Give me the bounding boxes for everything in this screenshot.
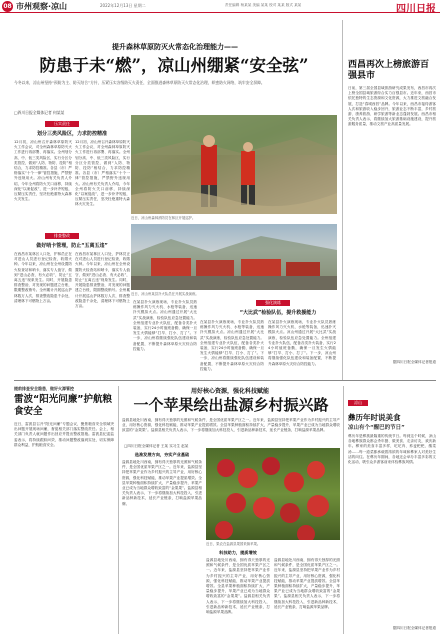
side-headline	[348, 60, 436, 82]
column-divider	[342, 20, 343, 380]
bottom-byline: □四川日报全媒体记者 王某 实习生 赵某	[124, 444, 189, 448]
lower-left-kicker: 提前排查安全隐患，做好火源管控	[14, 386, 74, 391]
second-photo-caption: 近日，凉山州某县扑火队员在开展实战演练。	[131, 292, 199, 296]
lower-left-headline-text: 雷波“阳光问廉”护航粮食安全	[14, 394, 112, 417]
main-photo-illustration	[131, 115, 337, 214]
bottom-text-col2: 盐源县地处川西南，拥有得天独厚的光照和气候条件，是全国优质苹果产区之一。近年来，盐源县坚持把苹果产业作为乡村振兴的主导产业，用好核心资源，强化科技赋能，推动苹果产业提质增效。全县苹果种植面积持续扩大，产量稳步提升，苹果产业已成为当地群众增收致富的“金果果”。盐源县相关负责人表示，下一步将继续加大科技投入，引进新品种新技术，延长产业链条，打响盐源苹果品牌。	[206, 558, 270, 615]
page-header	[0, 0, 440, 13]
section-name: 市州观察·凉山	[16, 2, 68, 11]
main-photo-caption: 近日，凉山州森林消防员在林区开展巡护。	[131, 216, 196, 220]
bottom-kicker: 用好核心资源，强化科技赋能	[190, 388, 269, 395]
lower-divider-2	[343, 386, 344, 634]
bottom-sub2: 科技助力，提质增效	[219, 550, 257, 555]
edit-info: 责任编辑 杨某某 美编 某某 校对 某某 版式 某某	[225, 3, 302, 7]
middle-divider	[14, 380, 436, 381]
section3-text-a: 在某县扑火演练现场，专业扑火队员熟练操作风力灭火机、水枪等装备，迅速扑灭模拟火点。凉山州通过开展“大比武”实战演练，检验队伍应急处置能力。全州组建专业扑火队伍，配备各类扑火装备，实行24小时值班备勤，确保一旦发生火情能够“打早、打小、打了”。下一步，凉山州将继续强化队伍建设和装备配置，不断提升森林草原火灾综合防控能力。	[133, 300, 197, 351]
column-byline: 据四川日报全媒体记者报道	[392, 626, 436, 630]
bottom-lead: 盐源县地处川西南，拥有得天独厚的光照和气候条件，是全国优质苹果产区之一。近年来，盐源县坚持把苹果产业作为乡村振兴的主导产业，用好核心资源，强化科技赋能，推动苹果产业提质增效。全县苹果种植面积持续扩大，产量稳步提升，苹果产业已成为当地群众增收致富的“金果果”。盐源县相关负责人表示，下一步将继续加大科技投入，引进新品种新技术，延长产业链条，打响盐源苹果品牌。	[122, 418, 340, 433]
section1-text-continued: 12月初，凉山州召开森林草原防灭火工作会议，对全州森林草原防灭火工作进行再部署、再落实。全州划分高、中、低三类风险区，实行分区分类管控，做到“人防、物防、技防”相结合，力求防控精准。各县（市）严格落实“十个一律”管控措施，严禁野外违规用火。凉山州有关负责人介绍，今年全州将防火关口前移，持续深化“以案促改”，进一步补齐短板，压紧压实责任，坚决杜绝重特大森林火灾发生。	[75, 140, 130, 207]
section2-text-continued: 在西昌市某林区入口处，护林员正在对进山人员进行登记检查，收缴火种。今年以来，凉山州在全州设置防火检查站和哨卡，落实专人值守，做到“进山必查、有火必收”，防止“五离五违”现象发生。同时，开展隐患排查整治，对发现的问题建立台账，限期整改销号。全州累计开展巡山护林数万人次，排查整改隐患千余处，清理林下可燃物上万亩。	[75, 252, 130, 309]
section2-title: 做好哨卡管理，防止“五离五违”	[36, 243, 108, 249]
section1-title: 划分三类风险区，力求防控精准	[36, 131, 107, 137]
second-photo	[131, 224, 337, 290]
bottom-headline: 一个苹果绘出盐源乡村振兴路	[133, 396, 329, 414]
side-headline-text: 西昌再次上榜旅游百强县市	[348, 60, 430, 81]
section1-text: 12月初，凉山州召开森林草原防灭火工作会议，对全州森林草原防灭火工作进行再部署、再落实。全州划分高、中、低三类风险区，实行分区分类管控，做到“人防、物防、技防”相结合，力求防控精准。各县（市）严格落实“十个一律”管控措施，严禁野外违规用火。凉山州有关负责人介绍，今年全州将防火关口前移，持续深化“以案促改”，进一步补齐短板，压紧压实责任，坚决杜绝重特大森林火灾发生。	[14, 140, 72, 202]
lower-left-headline	[14, 394, 114, 418]
section2-text: 在西昌市某林区入口处，护林员正在对进山人员进行登记检查，收缴火种。今年以来，凉山州在全州设置防火检查站和哨卡，落实专人值守，做到“进山必查、有火必收”，防止“五离五违”现象发生。同时，开展隐患排查整治，对发现的问题建立台账，限期整改销号。全州累计开展巡山护林数万人次，排查整改隐患千余处，清理林下可燃物上万亩。	[14, 252, 72, 303]
section1-tag: 压实责任	[45, 121, 79, 127]
section3-title: “大比武”检验队伍，提升救援能力	[239, 310, 317, 316]
apple-photo-illustration	[206, 448, 340, 540]
column-subline: 凉山有个“醒巴的节日”	[348, 425, 405, 431]
apple-photo	[206, 448, 340, 540]
section3-text-c: 在某县扑火演练现场，专业扑火队员熟练操作风力灭火机、水枪等装备，迅速扑灭模拟火点。凉山州通过开展“大比武”实战演练，检验队伍应急处置能力。全州组建专业扑火队伍，配备各类扑火装备，实行24小时值班备勤，确保一旦发生火情能够“打早、打小、打了”。下一步，凉山州将继续强化队伍建设和装备配置，不断提升森林草原火灾综合防控能力。	[268, 320, 336, 366]
main-byline: □四川日报全媒体记者 何某某	[14, 110, 65, 115]
apple-photo-caption: 近日，果农在盐源县果园采摘苹果。	[206, 542, 261, 546]
side-byline: 据四川日报全媒体记者报道	[392, 360, 436, 364]
main-lead: 今冬以来，凉山州坚持“预防为主、防灭结合”方针，压紧压实各级防灭火责任，全面推进森林草原防灭火常态化治理，织密防火网络，筑牢安全屏障。	[14, 80, 265, 85]
page-number: 08	[3, 3, 12, 10]
newspaper-logo: 四川日报	[396, 4, 436, 15]
main-photo	[131, 115, 337, 214]
section3-text-b: 在某县扑火演练现场，专业扑火队员熟练操作风力灭火机、水枪等装备，迅速扑灭模拟火点。凉山州通过开展“大比武”实战演练，检验队伍应急处置能力。全州组建专业扑火队伍，配备各类扑火装备，实行24小时值班备勤，确保一旦发生火情能够“打早、打小、打了”。下一步，凉山州将继续强化队伍建设和装备配置，不断提升森林草原火灾综合防控能力。	[200, 320, 264, 371]
issue-date: 2022年12月13日 星期二	[100, 3, 146, 8]
bottom-text-col3: 盐源县地处川西南，拥有得天独厚的光照和气候条件，是全国优质苹果产区之一。近年来，盐源县坚持把苹果产业作为乡村振兴的主导产业，用好核心资源，强化科技赋能，推动苹果产业提质增效。全县苹果种植面积持续扩大，产量稳步提升，苹果产业已成为当地群众增收致富的“金果果”。盐源县相关负责人表示，下一步将继续加大科技投入，引进新品种新技术，延长产业链条，打响盐源苹果品牌。	[274, 558, 340, 609]
section2-text-col2	[75, 252, 130, 372]
lower-divider-1	[118, 386, 119, 634]
bottom-sub1: 选准发展方向，夯实产业基础	[134, 452, 190, 457]
section1-text-col2	[75, 140, 130, 230]
column-text: 彝历年是彝族最隆重的传统节日。每到这个时候，凉山各地彝族群众都会杀年猪、做美食、走亲访友，欢庆新年。彝家的美食丰富多样，坨坨肉、荞麦粑粑、酸菜汤……每一道菜都承载着浓浓的年味和彝家人对美好生活的向往。在彝历年期间，各地还会举办丰富多彩的文化活动，吸引众多游客前来体验彝族风情。	[348, 434, 436, 465]
section3-tag: 强化演练	[256, 300, 290, 306]
column-tag: 凉山	[348, 400, 368, 406]
main-kicker: 提升森林草原防灭火常态化治理能力——	[112, 43, 238, 51]
main-headline: 防患于未“燃”，凉山州绷紧“安全弦”	[39, 56, 309, 75]
section2-tag: 排查整改	[45, 233, 79, 239]
lower-left-text: 近日，雷波县召开“阳光问廉”专题会议，聚焦粮食安全领域突出问题开展现场问廉，督促相关部门落实整改责任。会上，相关部门负责人就问题作出回应并提出整改措施。雷波县纪委监委表示，将持续跟踪问效，推动问题整改落到实处，切实保障群众利益，护航粮食安全。	[14, 422, 114, 447]
bottom-text-col1: 盐源县地处川西南，拥有得天独厚的光照和气候条件，是全国优质苹果产区之一。近年来，盐源县坚持把苹果产业作为乡村振兴的主导产业，用好核心资源，强化科技赋能，推动苹果产业提质增效。全县苹果种植面积持续扩大，产量稳步提升，苹果产业已成为当地群众增收致富的“金果果”。盐源县相关负责人表示，下一步将继续加大科技投入，引进新品种新技术，延长产业链条，打响盐源苹果品牌。	[122, 460, 202, 506]
column-headline: 彝历年时说美食	[348, 413, 401, 422]
second-photo-illustration	[131, 224, 337, 290]
side-text: 日前，第三届全国县域旅游研究成果发布，西昌市再次上榜全国县域旅游综合实力百强县市。近年来，西昌市依托独特的生态资源和文化资源，大力推进文旅融合发展，打造“春城西昌”品牌。今年以来，西昌市接待游客人次和旅游收入稳步回升，旅游业态不断丰富，乡村旅游、康养旅游、研学旅游等新业态蓬勃发展。西昌市相关负责人表示，将继续加大旅游基础设施建设，提升旅游服务质量，推动文旅产业高质量发展。	[348, 86, 436, 127]
